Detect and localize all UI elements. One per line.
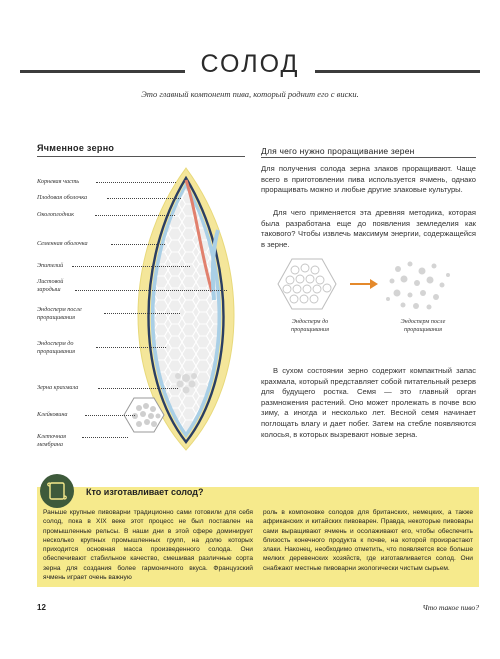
leader-embryo bbox=[75, 290, 227, 291]
caption-after: Эндосперм после проращивания bbox=[400, 318, 446, 333]
label-testa: Околоплодник bbox=[37, 211, 75, 218]
leader-testa bbox=[95, 215, 175, 216]
diagram-title: Ячменное зерно bbox=[37, 143, 115, 153]
page-title: СОЛОД bbox=[200, 50, 300, 78]
leader-endosperm-before bbox=[96, 347, 166, 348]
endosperm-after-scatter bbox=[386, 262, 450, 310]
section-title-rule bbox=[261, 157, 476, 158]
info-box-badge bbox=[40, 474, 74, 508]
label-root: Корневая часть bbox=[37, 178, 80, 185]
info-box-title: Кто изготавливает солод? bbox=[86, 487, 204, 497]
endosperm-comparison bbox=[270, 255, 470, 315]
page-number: 12 bbox=[37, 603, 46, 612]
label-gluten: Клейковина bbox=[37, 411, 68, 418]
paragraph-2: Для чего применяется эта древняя методика, которая была разработана еще до появления земледелия как такового? Чтобы извлечь максимум энергии, содержащейся в зерне. bbox=[261, 208, 476, 249]
leader-gluten bbox=[85, 415, 135, 416]
label-endosperm-after: Эндосперм после проращивания bbox=[37, 306, 82, 321]
leader-endosperm-after bbox=[104, 313, 180, 314]
label-membrane: Клеточная мембрана bbox=[37, 433, 67, 448]
leader-starch bbox=[98, 388, 178, 389]
section-title: Для чего нужно проращивание зерен bbox=[261, 146, 415, 156]
page-subtitle: Это главный компонент пива, который роднит его с виски. bbox=[141, 89, 359, 99]
leader-pericarp bbox=[107, 198, 181, 199]
label-epithelium: Эпителий bbox=[37, 262, 64, 269]
label-endosperm-before: Эндосперм до проращивания bbox=[37, 340, 76, 355]
endosperm-before-hexagon bbox=[278, 259, 336, 309]
paragraph-3: В сухом состоянии зерно содержит компактный запас крахмала, который представляет собой питательный резерв для будущего ростка. Семя — это главный орган размножения растений. Оно может пролежать в почве всю зиму, а иногда и несколько лет. Весной семя начинает поглощать влагу и дает побег. Затем на стебле появляются колосья, в которых вызревают новые зерна. bbox=[261, 366, 476, 439]
scroll-icon bbox=[40, 474, 74, 508]
caption-before: Эндосперм до проращивания bbox=[290, 318, 329, 333]
leader-root bbox=[96, 182, 176, 183]
label-pericarp: Плодовая оболочка bbox=[37, 194, 88, 201]
label-starch: Зерна крахмала bbox=[37, 384, 79, 391]
label-embryo: Листовой зародыш bbox=[37, 278, 64, 293]
label-seed-coat: Семенная оболочка bbox=[37, 240, 88, 247]
leader-seed-coat bbox=[111, 244, 165, 245]
leader-membrane bbox=[82, 437, 128, 438]
info-box-column-2: роль в компоновке солодов для британских, немецких, а также африканских и китайских пивоварен. Правда, некоторые пивовары сами выращивают ячмень и осолаживают его, чтобы обеспечить близость конечного продукта к почве, на которой произрастают злаки. Наконец, необходимо отметить, что появляется все больше мелких деревенских хозяйств, где изготавливается солод. Они снабжают местные пивоварни экологически чистым сырьем. bbox=[263, 509, 473, 572]
paragraph-1: Для получения солода зерна злаков проращивают. Чаще всего в приготовлении пива используется ячмень, однако проращивать можно и любые другие злаковые культуры. bbox=[261, 164, 476, 195]
running-title: Что такое пиво? bbox=[422, 603, 479, 612]
orange-arrow bbox=[350, 279, 378, 289]
info-box-column-1: Раньше крупные пивоварни традиционно сами готовили для себя солод, пока в XIX веке этот процесс не был поставлен на промышленные рельсы. В наши дни в этой сфере доминирует несколько крупных промышленных групп, на долю которых приходится основная масса произведенного солода. Они обеспечивают стабильное качество, смешивая различные сорта зерна для создания более гармоничного вкуса. Французский ячмень играет очень важную bbox=[43, 509, 253, 582]
leader-epithelium bbox=[72, 266, 190, 267]
